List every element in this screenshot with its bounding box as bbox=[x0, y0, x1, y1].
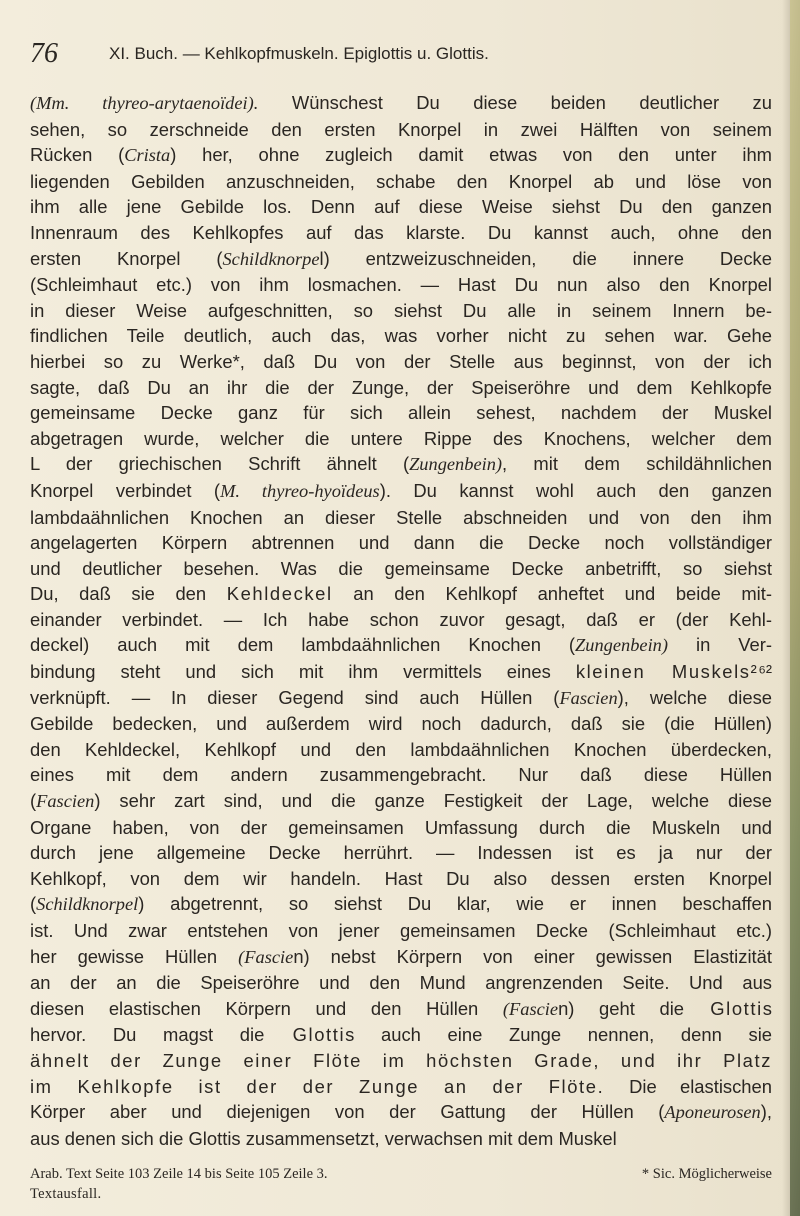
text-line: (Schildknorpel) abgetrennt, so siehst Du klar, wie er innen beschaffen bbox=[30, 893, 772, 915]
text-line: deckel) auch mit dem lambdaähnlichen Knochen (Zungenbein) in Ver- bbox=[30, 634, 772, 656]
text-line: diesen elastischen Körpern und den Hüllen (Fascien) geht die Glottis bbox=[30, 997, 772, 1019]
text-line: Organe haben, von der gemeinsamen Umfassung durch die Muskeln und bbox=[30, 816, 772, 838]
text-line: eines mit dem andern zusammengebracht. Nur daß diese Hüllen bbox=[30, 764, 772, 786]
text-line: Körper aber und diejenigen von der Gattung der Hüllen (Aponeurosen), bbox=[30, 1101, 772, 1123]
text-line: Gebilde bedecken, und außerdem wird noch dadurch, daß sie (die Hüllen) bbox=[30, 713, 772, 735]
text-line: her gewisse Hüllen (Fascien) nebst Körpern von einer gewissen Elastizität bbox=[30, 945, 772, 967]
text-line: in dieser Weise aufgeschnitten, so siehst Du alle in seinem Innern be- bbox=[30, 299, 772, 321]
text-line: liegenden Gebilden anzuschneiden, schabe den Knorpel ab und löse von bbox=[30, 170, 772, 192]
page-edge-binding bbox=[790, 0, 800, 1216]
text-line: und deutlicher besehen. Was die gemeinsame Decke anbetrifft, so siehst bbox=[30, 557, 772, 579]
footnote-source: Arab. Text Seite 103 Zeile 14 bis Seite 105 Zeile 3. bbox=[30, 1166, 328, 1182]
text-line: Kehlkopf, von dem wir handeln. Hast Du also dessen ersten Knorpel bbox=[30, 867, 772, 889]
text-line: einander verbindet. — Ich habe schon zuvor gesagt, daß er (der Kehl- bbox=[30, 608, 772, 630]
text-line: (Mm. thyreo-arytaenoïdei). Wünschest Du diese beiden deutlicher zu bbox=[30, 92, 772, 113]
text-line: hervor. Du magst die Glottis auch eine Zunge nennen, denn sie bbox=[30, 1024, 773, 1046]
text-line: bindung steht und sich mit ihm vermittels eines kleinen Muskels²⁶² bbox=[30, 661, 773, 683]
text-line: angelagerten Körpern abtrennen und dann die Decke noch vollständiger bbox=[30, 532, 772, 554]
body-text bbox=[30, 90, 772, 1151]
text-line: L der griechischen Schrift ähnelt (Zungenbein), mit dem schildähnlichen bbox=[30, 453, 773, 475]
text-line: Du, daß sie den Kehldeckel an den Kehlkopf anheftet und beide mit- bbox=[30, 583, 772, 605]
text-line: aus denen sich die Glottis zusammensetzt, verwachsen mit dem Muskel bbox=[30, 1127, 617, 1149]
text-line: ist. Und zwar entstehen von jener gemeinsamen Decke (Schleimhaut etc.) bbox=[30, 920, 772, 941]
text-line: Rücken (Crista) her, ohne zugleich damit etwas von den unter ihm bbox=[30, 144, 772, 166]
text-line: durch jene allgemeine Decke herrührt. — Indessen ist es ja nur der bbox=[30, 842, 772, 864]
text-line: sehen, so zerschneide den ersten Knorpel in zwei Hälften von seinem bbox=[30, 118, 772, 140]
running-head: XI. Buch. — Kehlkopfmuskeln. Epiglottis u. Glottis. bbox=[109, 44, 489, 63]
text-line: im Kehlkopfe ist der der Zunge an der Flöte. Die elastischen bbox=[30, 1075, 772, 1097]
text-line: Knorpel verbindet (M. thyreo-hyoïdeus). Du kannst wohl auch den ganzen bbox=[30, 479, 773, 501]
text-line: hierbei so zu Werke*, daß Du von der Stelle aus beginnst, von der ich bbox=[30, 350, 772, 372]
text-line: an der an die Speiseröhre und den Mund angrenzenden Seite. Und aus bbox=[30, 972, 772, 994]
text-line: lambdaähnlichen Knochen an dieser Stelle abschneiden und von den ihm bbox=[30, 506, 772, 528]
text-line: den Kehldeckel, Kehlkopf und den lambdaähnlichen Knochen überdecken, bbox=[30, 738, 772, 760]
text-line: abgetragen wurde, welcher die untere Rippe des Knochens, welcher dem bbox=[30, 427, 772, 449]
footnote-asterisk: * Sic. Möglicherweise bbox=[641, 1166, 772, 1182]
page-header bbox=[30, 38, 772, 76]
text-line: ähnelt der Zunge einer Flöte im höchsten Grade, und ihr Platz bbox=[30, 1049, 772, 1071]
text-line: sagte, daß Du an ihr die der Zunge, der Speiseröhre und dem Kehlkopfe bbox=[30, 376, 772, 398]
text-line: Innenraum des Kehlkopfes auf das klarste. Du kannst auch, ohne den bbox=[30, 221, 772, 243]
text-line: ihm alle jene Gebilde los. Denn auf diese Weise siehst Du den ganzen bbox=[30, 196, 772, 218]
text-line: (Fascien) sehr zart sind, und die ganze Festigkeit der Lage, welche diese bbox=[30, 790, 772, 812]
footnote-continuation: Textausfall. bbox=[30, 1186, 102, 1202]
text-line: gemeinsame Decke ganz für sich allein sehest, nachdem der Muskel bbox=[30, 402, 772, 424]
page-number: 76 bbox=[30, 38, 58, 69]
text-line: ersten Knorpel (Schildknorpel) entzweizuschneiden, die innere Decke bbox=[30, 247, 772, 269]
text-line: verknüpft. — In dieser Gegend sind auch Hüllen (Fascien), welche diese bbox=[30, 686, 772, 708]
text-line: (Schleimhaut etc.) von ihm losmachen. — Hast Du nun also den Knorpel bbox=[30, 274, 772, 296]
text-line: findlichen Teile deutlich, auch das, was vorher nicht zu sehen war. Gehe bbox=[30, 325, 772, 347]
